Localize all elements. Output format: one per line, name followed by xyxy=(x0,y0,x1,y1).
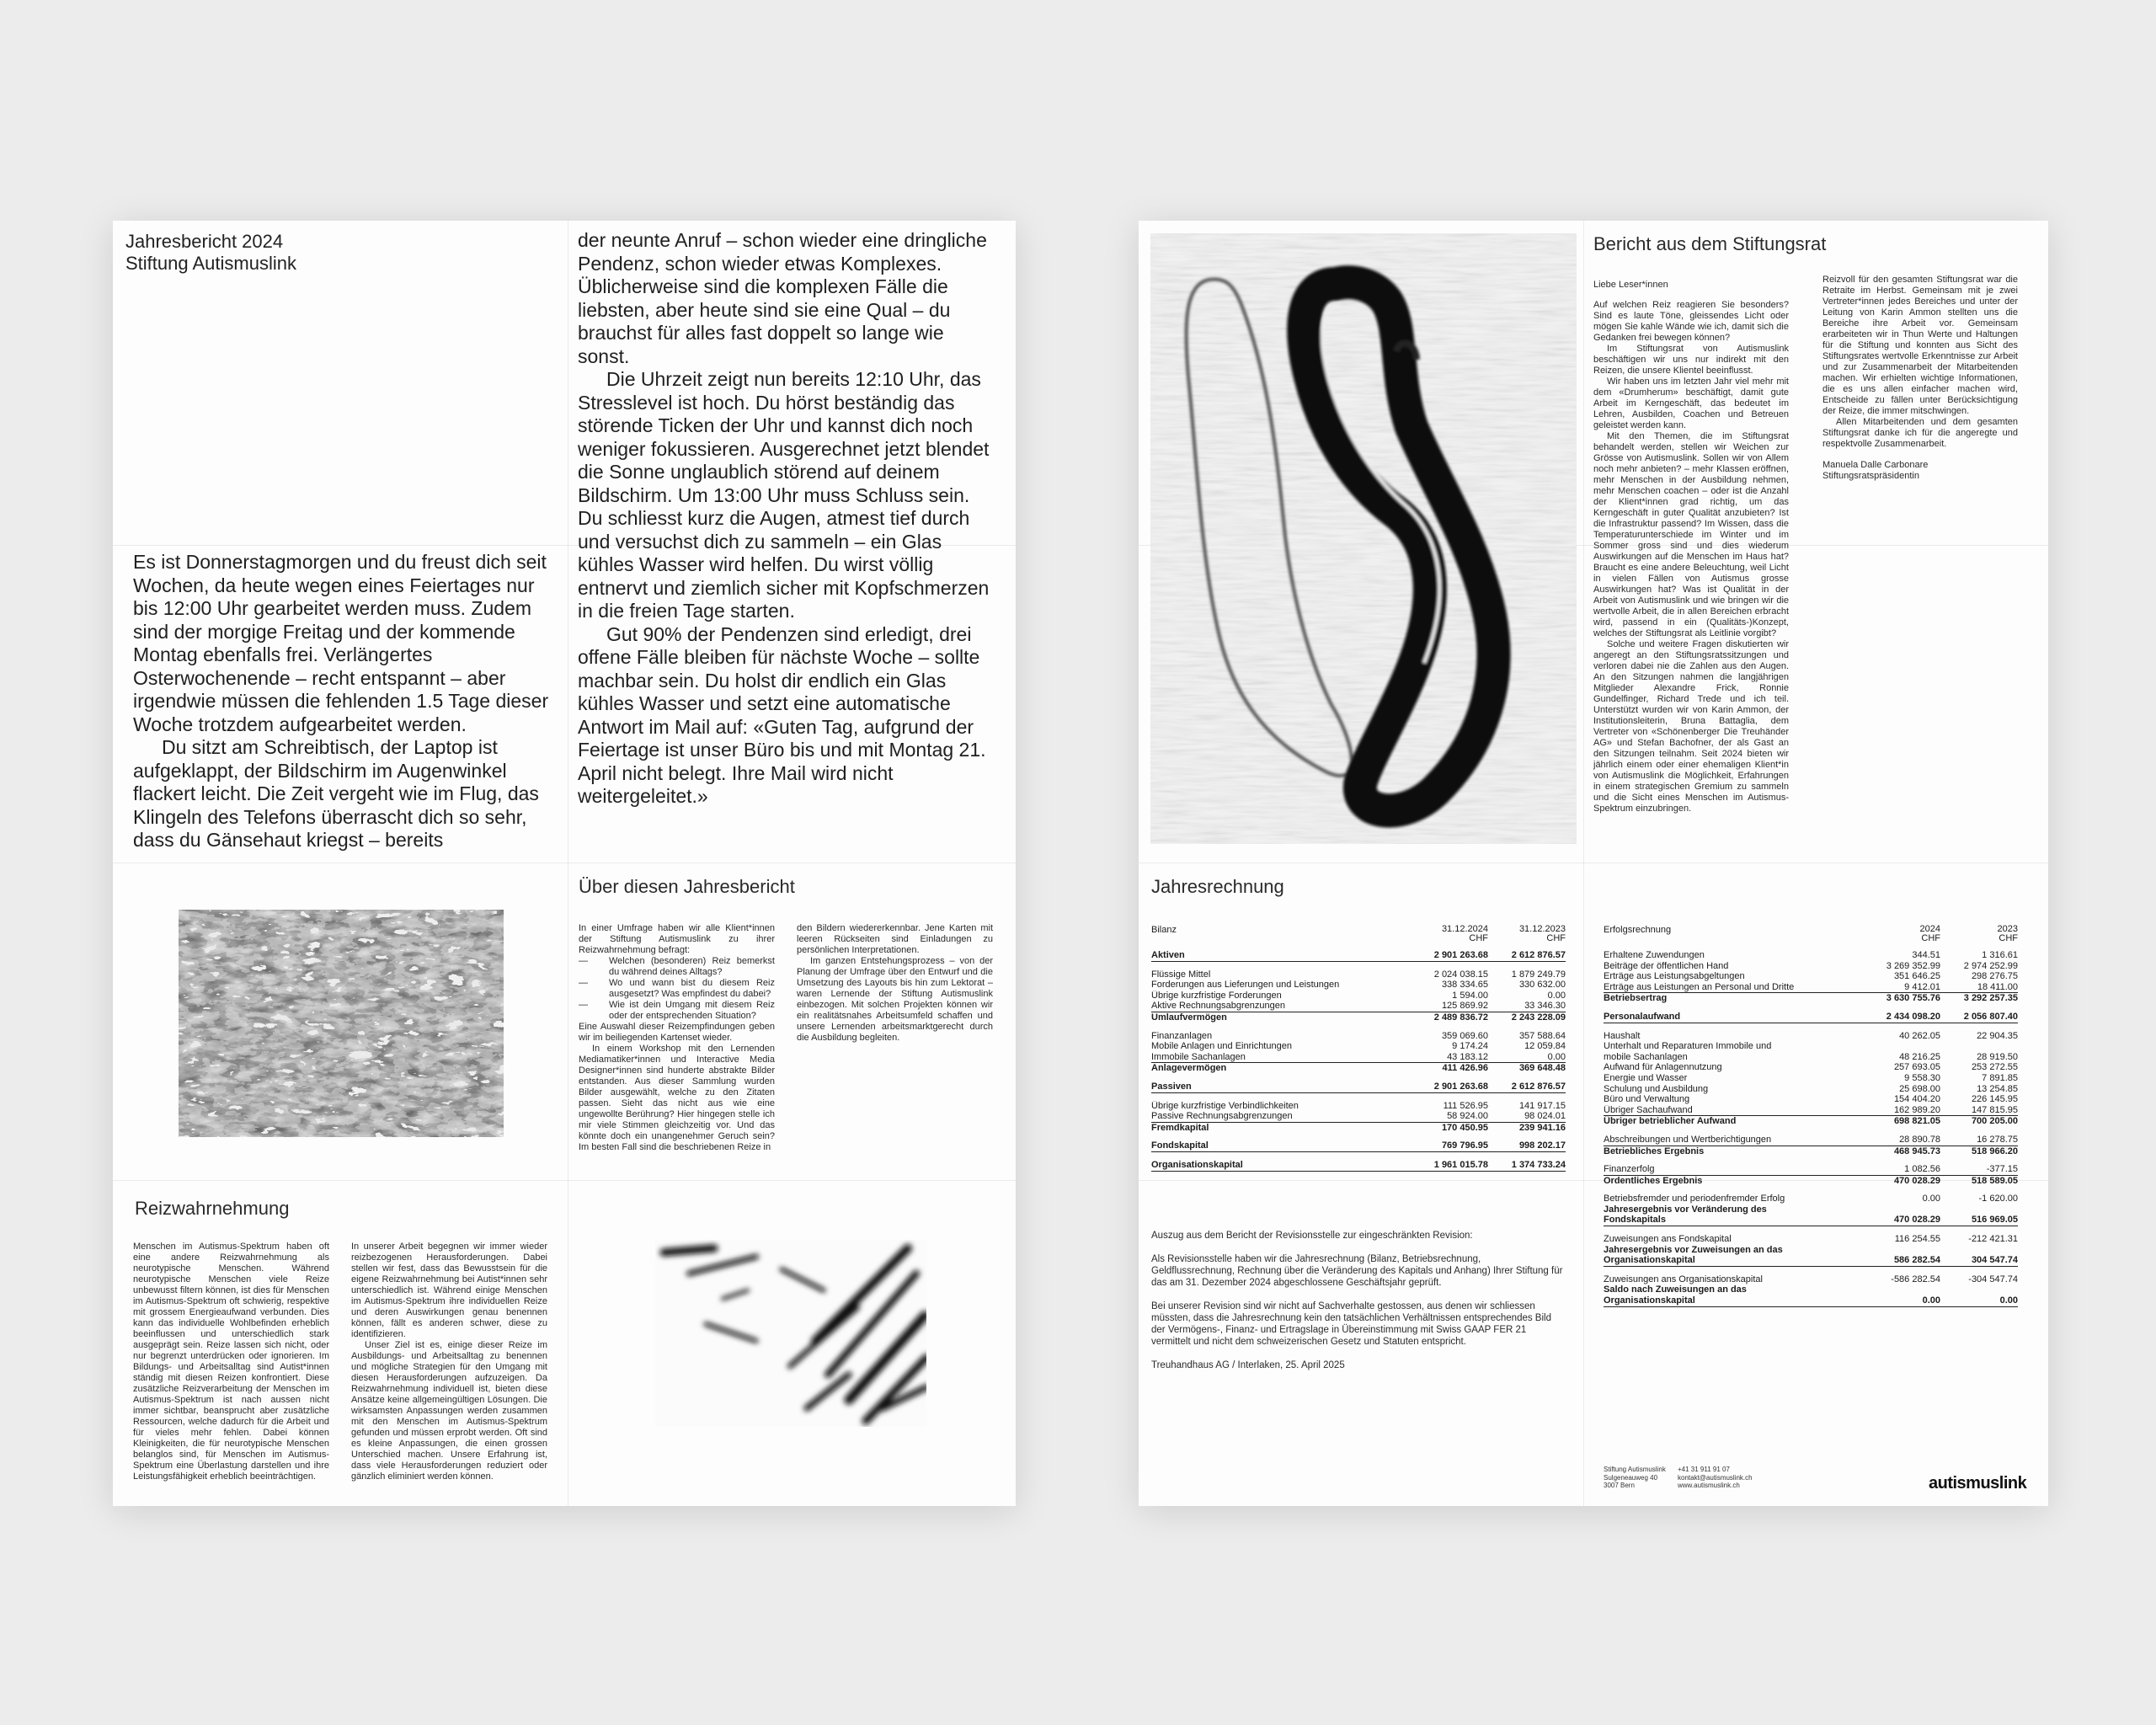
value-prior: -1 620.00 xyxy=(1978,1194,2018,1204)
row-label: Erträge aus Leistungsabgeltungen xyxy=(1604,971,1745,982)
value-current: 468 945.73 xyxy=(1893,1146,1940,1156)
left-sheet xyxy=(113,221,1016,1506)
table-row xyxy=(1604,1234,2018,1245)
survey-questions xyxy=(579,956,775,1022)
story-paragraph: der neunte Anruf – schon wieder eine dringliche Pendenz, schon wieder etwas Komplexes. Üblicherweise sind die komplexen Fälle die liebsten, aber heute sind sie eine Qual – du brauchst für alles fast doppelt so lange wie sonst. xyxy=(578,229,987,367)
board-col1 xyxy=(1593,280,1789,814)
value-current: 338 334.65 xyxy=(1441,980,1488,991)
table-row xyxy=(1604,993,2018,1004)
row-label: Betriebsfremder und periodenfremder Erfolg xyxy=(1604,1194,1785,1204)
row-label: Beiträge der öffentlichen Hand xyxy=(1604,960,1729,971)
value-prior: 98 024.01 xyxy=(1524,1111,1566,1122)
row-label: Immobile Sachanlagen xyxy=(1151,1051,1246,1062)
table-row xyxy=(1604,1052,2018,1063)
value-prior: 0.00 xyxy=(1999,1295,2018,1306)
about-paragraph: Eine Auswahl dieser Reizempfindungen geben wir im beiliegenden Kartenset wieder. xyxy=(579,1022,775,1043)
board-paragraph: Mit den Themen, die im Stiftungsrat behandelt werden, stellen wir Weichen zur Grösse von Autismuslink. Sollen wir von Allem noch mehr anbieten? – mehr Klassen eröffnen, mehr Menschen in der Ausbildung nehmen, mehr Menschen coachen – oder ist die Anzahl der Klient*innen grad richtig, um das Kerngeschäft in guter Qualität anzubieten? Ist die Infrastruktur passend? Im Wissen, dass die Temperaturunterschiede im Winter und im Sommer gross sind und dies wiederum Auswirkungen auf die Menschen im Haus hat? Braucht es eine andere Beleuchtung, weil Licht in vielen Fällen von Autismus grosse Auswirkungen hat? Was ist Qualität in der Arbeit von Autismuslink und wie bringen wir die wertvolle Arbeit, die in allen Bereichen erbracht wird, passend in ein (Qualitäts-)Konzept, welches der Stiftungsrat als Leitlinie vorgibt? xyxy=(1593,431,1789,638)
value-prior: 22 904.35 xyxy=(1977,1030,2018,1041)
row-label: Ordentliches Ergebnis xyxy=(1604,1175,1703,1186)
value-prior: -212 421.31 xyxy=(1968,1234,2018,1245)
board-paragraph: Wir haben uns im letzten Jahr viel mehr mit dem «Drumherum» beschäftigt, damit gute Arbeit im Kerngeschäft, das bedeutet im Lehren, Ausbilden, Coachen und Betreuen geleistet werden kann. xyxy=(1593,377,1789,430)
value-current: 9 174.24 xyxy=(1452,1041,1488,1052)
row-label: Übrige kurzfristige Verbindlichkeiten xyxy=(1151,1100,1299,1111)
footer-email: kontakt@autismuslink.ch xyxy=(1678,1473,1753,1482)
board-col2 xyxy=(1822,275,2018,482)
value-prior: 12 059.84 xyxy=(1524,1041,1566,1052)
value-prior: 141 917.15 xyxy=(1518,1100,1566,1111)
intro-story xyxy=(133,551,554,852)
about-paragraph: In einem Workshop mit den Lernenden Mediamatiker*innen und Interactive Media Designer*innen sind hunderte abstrakte Bilder entstanden. Aus dieser Sammlung wurden Bilder ausgewählt, welche zu den Zitaten passen. Sieht das nicht aus wie eine ungewollte Berührung? Hier hingegen stelle ich mir viele Stimmen gleichzeitig vor. Und das könnte doch ein unangenehmer Geruch sein? Im besten Fall sind die beschriebenen Reize in xyxy=(579,1044,775,1152)
table-row xyxy=(1604,1062,2018,1073)
table-row xyxy=(1604,1194,2018,1204)
value-current: 2 901 263.68 xyxy=(1433,1081,1488,1092)
value-prior: 516 969.05 xyxy=(1971,1215,2018,1226)
value-prior: 0.00 xyxy=(1547,990,1566,1001)
row-label: Erhaltene Zuwendungen xyxy=(1604,950,1705,960)
table-row xyxy=(1604,1204,2018,1215)
value-prior xyxy=(1940,1204,2018,1215)
story-paragraph: Die Uhrzeit zeigt nun bereits 12:10 Uhr, das Stresslevel ist hoch. Du hörst beständig das störende Ticken der Uhr und kannst dich noch weniger fokussieren. Ausgerechnet jetzt blendet die Sonne unglaublich störend auf deinem Bildschirm. Um 13:00 Uhr muss Schluss sein. Du schliesst kurz die Augen, atmest tief durch und versuchst dich zu sammeln – ein Glas kühles Wasser wird helfen. Du wirst völlig entnervt und ziemlich sicher mit Kopfschmerzen in die freien Tage starten. xyxy=(578,368,990,622)
currency: CHF xyxy=(1999,933,2018,943)
table-row xyxy=(1151,1001,1566,1012)
value-current: 0.00 xyxy=(1922,1295,1940,1306)
story-continued xyxy=(578,229,999,809)
table-row xyxy=(1604,1176,2018,1187)
row-label: Erträge aus Leistungen an Personal und Dritte xyxy=(1604,981,1795,992)
income-label: Erfolgsrechnung xyxy=(1604,925,1672,935)
reiz-paragraph: Menschen im Autismus-Spektrum haben oft eine andere Reizwahrnehmung als neurotypische Menschen. Während neurotypische Menschen viele Reize unbewusst filtern können, ist dies für Menschen im Autismus-Spektrum oft schwierig, respektive mit grossem Energieaufwand verbunden. Dies kann das individuelle Wohlbefinden erheblich beeinflussen und unterschiedlich stark ausgeprägt sein. Reize lassen sich nicht, oder nur begrenzt unterdrücken oder ignorieren. Im Bildungs- und Arbeitsalltag sind Autist*innen ständig mit diesen Reizen konfrontiert. Diese zusätzliche Reizverarbeitung der Menschen im Autismus-Spektrum ist nach aussen nicht immer sichtbar, beansprucht aber zusätzliche Ressourcen, welche dadurch für die Arbeit und für vieles mehr fehlen. Dabei können Kleinigkeiten, die für neurotypische Menschen belanglos sind, für Menschen im Autismus-Spektrum eine Überlastung darstellen und ihre Leistungsfähigkeit erheblich beeinträchtigen. xyxy=(133,1242,329,1482)
reiz-paragraph: In unserer Arbeit begegnen wir immer wieder reizbezogenen Herausforderungen. Dabei stellen wir fest, dass das Bewusstsein für die eigene Reizwahrnehmung bei Autist*innen sehr unterschiedlich ist. Während einige Menschen im Autismus-Spektrum ihre individuellen Reize und deren Auswirkungen genau benennen können, fällt es anderen schwer, diese zu identifizieren. xyxy=(351,1242,547,1339)
board-paragraph: Allen Mitarbeitenden und dem gesamten Stiftungsrat danke ich für die angeregte und respektvolle Zusammenarbeit. xyxy=(1822,417,2018,449)
reiz-col2 xyxy=(351,1242,547,1482)
value-current: 154 404.20 xyxy=(1893,1094,1940,1105)
table-row xyxy=(1604,971,2018,982)
value-current: 344.51 xyxy=(1912,950,1940,960)
value-prior xyxy=(1940,1245,2018,1256)
row-label: Betriebsertrag xyxy=(1604,993,1668,1004)
table-row xyxy=(1151,969,1566,980)
footer-address-line: Stiftung Autismuslink xyxy=(1604,1466,1666,1473)
about-intro: In einer Umfrage haben wir alle Klient*innen der Stiftung Autismuslink zu ihrer Reizwahrnehmung befragt: xyxy=(579,923,775,955)
foundation-name: Stiftung Autismuslink xyxy=(125,253,296,274)
value-current: 125 869.92 xyxy=(1441,1001,1488,1012)
table-row xyxy=(1604,1073,2018,1084)
table-row xyxy=(1151,1101,1566,1112)
balance-sheet xyxy=(1151,925,1566,1172)
value-current: 1 961 015.78 xyxy=(1433,1159,1488,1170)
reiz-paragraph: Unser Ziel ist es, einige dieser Reize im Ausbildungs- und Arbeitsalltag zu benennen und mögliche Strategien für den Umgang mit diesen Herausforderungen aufzuzeigen. Da Reizwahrnehmung individuell ist, bieten diese Ansätze keine allgemeingültigen Lösungen. Die wirksamsten Anpassungen werden zusammen mit den Menschen im Autismus-Spektrum gefunden und müssen erprobt werden. Oft sind es kleine Anpassungen, die einen grossen Unterschied machen. Unsere Erfahrung ist, dass viele Herausforderungen reduziert oder gänzlich eliminiert werden können. xyxy=(351,1340,547,1482)
board-title: Bericht aus dem Stiftungsrat xyxy=(1593,233,1827,254)
currency: CHF xyxy=(1546,933,1566,943)
value-current: 257 693.05 xyxy=(1893,1062,1940,1073)
value-current: 2 024 038.15 xyxy=(1433,969,1488,980)
row-label: Energie und Wasser xyxy=(1604,1072,1688,1083)
value-prior xyxy=(1940,1041,2018,1052)
reiz-col1 xyxy=(133,1242,329,1482)
row-label: Betriebliches Ergebnis xyxy=(1604,1146,1705,1156)
value-prior: 1 879 249.79 xyxy=(1511,969,1566,980)
table-row xyxy=(1151,1063,1566,1074)
row-label: Finanzerfolg xyxy=(1604,1164,1655,1175)
value-current: 3 269 352.99 xyxy=(1886,960,1940,971)
finance-title: Jahresrechnung xyxy=(1151,876,1284,897)
table-row xyxy=(1151,1031,1566,1042)
table-row xyxy=(1604,1295,2018,1307)
value-current: 586 282.54 xyxy=(1893,1255,1940,1266)
table-row xyxy=(1604,1215,2018,1226)
footer-phone: +41 31 911 91 07 xyxy=(1678,1466,1730,1473)
row-label: Zuweisungen ans Fondskapital xyxy=(1604,1234,1732,1245)
value-current: 28 890.78 xyxy=(1899,1134,1940,1145)
table-row xyxy=(1604,1105,2018,1117)
value-prior: -377.15 xyxy=(1986,1164,2018,1175)
autismuslink-logo: autismuslink xyxy=(1929,1474,2027,1493)
row-label: Fondskapital xyxy=(1151,1140,1209,1151)
table-row xyxy=(1151,1052,1566,1064)
survey-question: — Welchen (besonderen) Reiz bemerkst du während deines Alltags? xyxy=(579,956,775,978)
value-prior: 298 276.75 xyxy=(1971,971,2018,982)
footer-address xyxy=(1604,1466,1666,1490)
table-row xyxy=(1151,980,1566,991)
income-col2: 2023 xyxy=(1997,924,2018,934)
table-row xyxy=(1604,1012,2018,1023)
report-header xyxy=(125,231,296,275)
revision-heading: Auszug aus dem Bericht der Revisionsstelle zur eingeschränkten Revision: xyxy=(1151,1231,1473,1241)
row-label: Jahresergebnis vor Veränderung des xyxy=(1604,1204,1767,1215)
table-row xyxy=(1151,1041,1566,1052)
balance-label: Bilanz xyxy=(1151,925,1177,935)
row-label: mobile Sachanlagen xyxy=(1604,1051,1688,1062)
balance-rows xyxy=(1151,950,1566,1172)
row-label: Passive Rechnungsabgrenzungen xyxy=(1151,1111,1293,1122)
row-label: Finanzanlagen xyxy=(1151,1030,1213,1041)
row-label: Aufwand für Anlagennutzung xyxy=(1604,1062,1722,1073)
value-current: 2 901 263.68 xyxy=(1433,950,1488,960)
income-header xyxy=(1604,925,2018,943)
table-row xyxy=(1604,982,2018,994)
value-current: 1 594.00 xyxy=(1452,990,1488,1001)
row-label: Mobile Anlagen und Einrichtungen xyxy=(1151,1041,1292,1052)
value-current: 9 558.30 xyxy=(1904,1072,1940,1083)
value-current: -586 282.54 xyxy=(1891,1274,1940,1284)
value-prior: 13 254.85 xyxy=(1977,1083,2018,1094)
value-current: 769 796.95 xyxy=(1441,1140,1488,1151)
footer-address-line: Sulgeneauweg 40 xyxy=(1604,1473,1658,1482)
value-current: 2 489 836.72 xyxy=(1433,1012,1488,1023)
row-label: Fremdkapital xyxy=(1151,1122,1209,1133)
value-prior: 2 612 876.57 xyxy=(1511,950,1566,960)
value-prior: 357 588.64 xyxy=(1518,1030,1566,1041)
value-prior: 239 941.16 xyxy=(1518,1122,1566,1133)
row-label: Umlaufvermögen xyxy=(1151,1012,1227,1023)
board-paragraph: Reizvoll für den gesamten Stiftungsrat war die Retraite im Herbst. Gemeinsam mit je zwei Vertreter*innen jedes Bereiches und unter der Leitung von Karin Ammon stellten uns die Bereiche ihre Arbeit vor. Gemeinsam erarbeiteten wir in Thun Werte und Haltungen für die Stiftung und konnten aus Sicht des Stiftungsrates wertvolle Erkenntnisse zur Arbeit und zur Zusammenarbeit der Mitarbeitenden machen. Wir erhielten wichtige Informationen, die es uns allen einfacher machen wird, Entscheide zu fällen unter Berücksichtigung der Reize, die immer mitschwingen. xyxy=(1822,275,2018,416)
footer-contact xyxy=(1678,1466,1753,1490)
value-current: 25 698.00 xyxy=(1899,1083,1940,1094)
value-prior: 518 589.05 xyxy=(1971,1175,2018,1186)
table-row xyxy=(1151,950,1566,962)
footer-website: www.autismuslink.ch xyxy=(1678,1482,1740,1489)
value-prior: 998 202.17 xyxy=(1518,1140,1566,1151)
value-current: 162 989.20 xyxy=(1893,1104,1940,1115)
intro-paragraph: Es ist Donnerstagmorgen und du freust dich seit Wochen, da heute wegen eines Feiertages nur bis 12:00 Uhr gearbeitet werden muss. Zudem sind der morgige Freitag und der kommende Montag ebenfalls frei. Verlängertes Osterwochenende – recht entspannt – aber irgendwie müssen die fehlenden 1.5 Tage dieser Woche trotzdem aufgearbeitet werden. xyxy=(133,551,549,735)
value-prior: 147 815.95 xyxy=(1971,1104,2018,1115)
value-prior: 1 316.61 xyxy=(1982,950,2018,960)
table-row xyxy=(1604,1255,2018,1267)
value-prior: 16 278.75 xyxy=(1977,1134,2018,1145)
loop-illustration xyxy=(1150,233,1577,844)
blur-strokes-illustration xyxy=(655,1240,926,1427)
about-title: Über diesen Jahresbericht xyxy=(579,876,795,897)
row-label: Abschreibungen und Wertberichtigungen xyxy=(1604,1134,1772,1145)
value-current: 698 821.05 xyxy=(1893,1116,1940,1127)
row-label: Jahresergebnis vor Zuweisungen an das xyxy=(1604,1244,1783,1255)
value-current: 43 183.12 xyxy=(1447,1051,1488,1062)
revision-paragraph: Als Revisionsstelle haben wir die Jahresrechnung (Bilanz, Betriebsrechnung, Geldflussrechnung, Rechnung über die Veränderung des Kapitals und Anhang) Ihrer Stiftung für das am 31. Dezember 2024 abgeschlossene Geschäftsjahr geprüft. xyxy=(1151,1254,1563,1288)
board-paragraph: Auf welchen Reiz reagieren Sie besonders? Sind es laute Töne, gleissendes Licht oder mögen Sie kahle Wände wie ich, damit sich die Gedanken frei bewegen können? xyxy=(1593,300,1789,343)
table-row xyxy=(1604,961,2018,972)
row-label: Organisationskapital xyxy=(1604,1255,1695,1266)
revision-paragraph: Bei unserer Revision sind wir nicht auf Sachverhalte gestossen, aus denen wir schliessen müssten, dass die Jahresrechnung kein den tatsächlichen Verhältnissen entsprechendes Bild der Vermögens-, Finanz- und Ertragslage in Übereinstimmung mit Swiss GAAP FER 21 vermittelt und nicht dem schweizerischen Gesetz und Statuten entspricht. xyxy=(1151,1301,1551,1347)
reiz-title: Reizwahrnehmung xyxy=(135,1198,290,1219)
table-row xyxy=(1604,1135,2018,1146)
report-title: Jahresbericht 2024 xyxy=(125,231,284,252)
value-prior: 226 145.95 xyxy=(1971,1094,2018,1105)
value-current xyxy=(1863,1245,1940,1256)
signature-name: Manuela Dalle Carbonare xyxy=(1822,460,1929,470)
row-label: Aktive Rechnungsabgrenzungen xyxy=(1151,1001,1286,1012)
survey-question: — Wo und wann bist du diesem Reiz ausgesetzt? Was empfindest du dabei? xyxy=(579,978,775,1000)
value-prior xyxy=(1940,1284,2018,1295)
table-row xyxy=(1151,1081,1566,1093)
board-greeting: Liebe Leser*innen xyxy=(1593,280,1668,290)
value-current: 1 082.56 xyxy=(1904,1164,1940,1175)
value-prior: 2 974 252.99 xyxy=(1963,960,2018,971)
value-prior: 33 346.30 xyxy=(1524,1001,1566,1012)
board-paragraph: Solche und weitere Fragen diskutierten wir angeregt an den Stiftungsratssitzungen und verloren dabei nie die Zahlen aus den Augen. An den Sitzungen nahmen die langjährigen Mitglieder Alexandre Frick, Ronnie Gundelfinger, Richard Trede und ich teil. Unterstützt wurden wir von Karin Ammon, der Institutionsleiterin, Bruna Battaglia, dem Vertreter von «Schönenberger Die Treuhänder AG» und Stefan Bachofner, der als Gast an den Sitzungen teilnahm. Seit 2024 bieten wir jährlich einem oder einer ehemaligen Klient*in von Autismuslink die Möglichkeit, Erfahrungen in einem strategischen Gremium zu sammeln und die Sicht eines Menschen im Autismus-Spektrum einzubringen. xyxy=(1593,639,1789,814)
table-row xyxy=(1151,1140,1566,1152)
about-paragraph: Im ganzen Entstehungsprozess – von der Planung der Umfrage über den Entwurf und die Umsetzung des Layouts bis hin zum Lektorat – waren Lernende der Stiftung Autismuslink einbezogen. Mit solchen Projekten können wir ein realitätsnahes Arbeitsumfeld schaffen und unsere Lernenden arbeitsmarktgerecht durch die Ausbildung begleiten. xyxy=(797,956,993,1043)
right-sheet xyxy=(1139,221,2048,1506)
row-label: Organisationskapital xyxy=(1151,1159,1243,1170)
table-row xyxy=(1151,1123,1566,1134)
value-current: 351 646.25 xyxy=(1893,971,1940,982)
table-row xyxy=(1604,1274,2018,1285)
value-prior: 369 648.48 xyxy=(1518,1063,1566,1074)
currency: CHF xyxy=(1469,933,1488,943)
value-prior: 330 632.00 xyxy=(1518,980,1566,991)
table-row xyxy=(1604,950,2018,961)
value-prior: 700 205.00 xyxy=(1971,1116,2018,1127)
footer-address-line: 3007 Bern xyxy=(1604,1482,1635,1489)
table-row xyxy=(1604,1041,2018,1052)
row-label: Haushalt xyxy=(1604,1030,1641,1041)
row-label: Zuweisungen ans Organisationskapital xyxy=(1604,1274,1763,1284)
value-prior: 3 292 257.35 xyxy=(1963,993,2018,1004)
texture-illustration xyxy=(179,910,504,1137)
revision-signature: Treuhandhaus AG / Interlaken, 25. April 2025 xyxy=(1151,1360,1345,1370)
table-row xyxy=(1151,1111,1566,1123)
value-prior: 518 966.20 xyxy=(1971,1146,2018,1156)
value-current xyxy=(1863,1041,1940,1052)
row-label: Organisationskapital xyxy=(1604,1295,1695,1306)
value-current: 9 412.01 xyxy=(1904,981,1940,992)
table-row xyxy=(1604,1031,2018,1042)
table-row xyxy=(1604,1146,2018,1157)
balance-col2: 31.12.2023 xyxy=(1518,924,1566,934)
table-row xyxy=(1151,991,1566,1001)
value-prior: 2 243 228.09 xyxy=(1511,1012,1566,1023)
survey-question: — Wie ist dein Umgang mit diesem Reiz oder der entsprechenden Situation? xyxy=(579,1000,775,1022)
row-label: Übriger Sachaufwand xyxy=(1604,1104,1693,1115)
about-paragraph: den Bildern wiedererkennbar. Jene Karten mit leeren Rückseiten sind Einladungen zu persönlichen Interpretationen. xyxy=(797,923,993,955)
table-row xyxy=(1604,1094,2018,1105)
row-label: Schulung und Ausbildung xyxy=(1604,1083,1709,1094)
row-label: Anlagevermögen xyxy=(1151,1063,1227,1074)
table-row xyxy=(1604,1084,2018,1095)
currency: CHF xyxy=(1921,933,1940,943)
row-label: Übriger betrieblicher Aufwand xyxy=(1604,1116,1737,1127)
value-current: 40 262.05 xyxy=(1899,1030,1940,1041)
value-prior: 2 612 876.57 xyxy=(1511,1081,1566,1092)
value-current: 116 254.55 xyxy=(1894,1234,1940,1245)
income-col1: 2024 xyxy=(1919,924,1940,934)
row-label: Flüssige Mittel xyxy=(1151,969,1211,980)
row-label: Aktiven xyxy=(1151,950,1185,960)
value-prior: 304 547.74 xyxy=(1971,1255,2018,1266)
value-current xyxy=(1863,1284,1940,1295)
row-label: Forderungen aus Lieferungen und Leistungen xyxy=(1151,980,1340,991)
row-label: Saldo nach Zuweisungen an das xyxy=(1604,1284,1747,1295)
value-current: 170 450.95 xyxy=(1441,1122,1488,1133)
value-current: 359 069.60 xyxy=(1441,1030,1488,1041)
row-label: Übrige kurzfristige Forderungen xyxy=(1151,990,1282,1001)
row-label: Unterhalt und Reparaturen Immobile und xyxy=(1604,1041,1772,1052)
income-statement xyxy=(1604,925,2018,1307)
row-label: Passiven xyxy=(1151,1081,1192,1092)
value-prior: 2 056 807.40 xyxy=(1963,1011,2018,1022)
table-row xyxy=(1604,1116,2018,1127)
board-paragraph: Im Stiftungsrat von Autismuslink beschäftigen wir uns nur indirekt mit den Reizen, die unsere Klientel beeinflusst. xyxy=(1593,344,1789,376)
table-row xyxy=(1604,1284,2018,1295)
table-row xyxy=(1151,1012,1566,1023)
value-prior: 0.00 xyxy=(1547,1051,1566,1062)
revision-excerpt xyxy=(1151,1230,1566,1371)
value-current: 470 028.29 xyxy=(1893,1215,1940,1226)
about-col1 xyxy=(579,923,775,1153)
value-prior: 1 374 733.24 xyxy=(1511,1159,1566,1170)
income-rows xyxy=(1604,950,2018,1307)
value-current xyxy=(1863,1204,1940,1215)
about-col2 xyxy=(797,923,993,1044)
value-current: 2 434 098.20 xyxy=(1886,1011,1940,1022)
value-current: 470 028.29 xyxy=(1893,1175,1940,1186)
value-prior: 28 919.50 xyxy=(1977,1051,2018,1062)
value-current: 48 216.25 xyxy=(1899,1051,1940,1062)
balance-header xyxy=(1151,925,1566,943)
value-current: 411 426.96 xyxy=(1442,1063,1488,1074)
row-label: Fondskapitals xyxy=(1604,1215,1666,1226)
value-current: 58 924.00 xyxy=(1447,1111,1488,1122)
intro-paragraph: Du sitzt am Schreibtisch, der Laptop ist aufgeklappt, der Bildschirm im Augenwinkel flackert leicht. Die Zeit vergeht wie im Flug, das Klingeln des Telefons überrascht dich so sehr, dass du Gänsehaut kriegst – bereits xyxy=(133,736,539,851)
balance-col1: 31.12.2024 xyxy=(1441,924,1488,934)
value-current: 3 630 755.76 xyxy=(1886,993,1940,1004)
table-row xyxy=(1604,1245,2018,1256)
value-prior: 7 891.85 xyxy=(1982,1072,2018,1083)
table-row xyxy=(1604,1164,2018,1176)
signature-role: Stiftungsratspräsidentin xyxy=(1822,471,1919,481)
value-prior: -304 547.74 xyxy=(1968,1274,2018,1284)
value-prior: 253 272.55 xyxy=(1971,1062,2018,1073)
row-label: Personalaufwand xyxy=(1604,1011,1681,1022)
value-current: 0.00 xyxy=(1922,1194,1940,1204)
value-current: 111 526.95 xyxy=(1443,1100,1488,1111)
story-paragraph: Gut 90% der Pendenzen sind erledigt, drei offene Fälle bleiben für nächste Woche – sollte machbar sein. Du holst dir endlich ein Glas kühles Wasser und setzt eine automatische Antwort im Mail auf: «Guten Tag, aufgrund der Feiertage ist unser Büro bis und mit Montag 21. April nicht belegt. Ihre Mail wird nicht weitergeleitet.» xyxy=(578,622,986,807)
table-row xyxy=(1151,1160,1566,1172)
value-prior: 18 411.00 xyxy=(1977,981,2018,992)
row-label: Büro und Verwaltung xyxy=(1604,1094,1690,1105)
